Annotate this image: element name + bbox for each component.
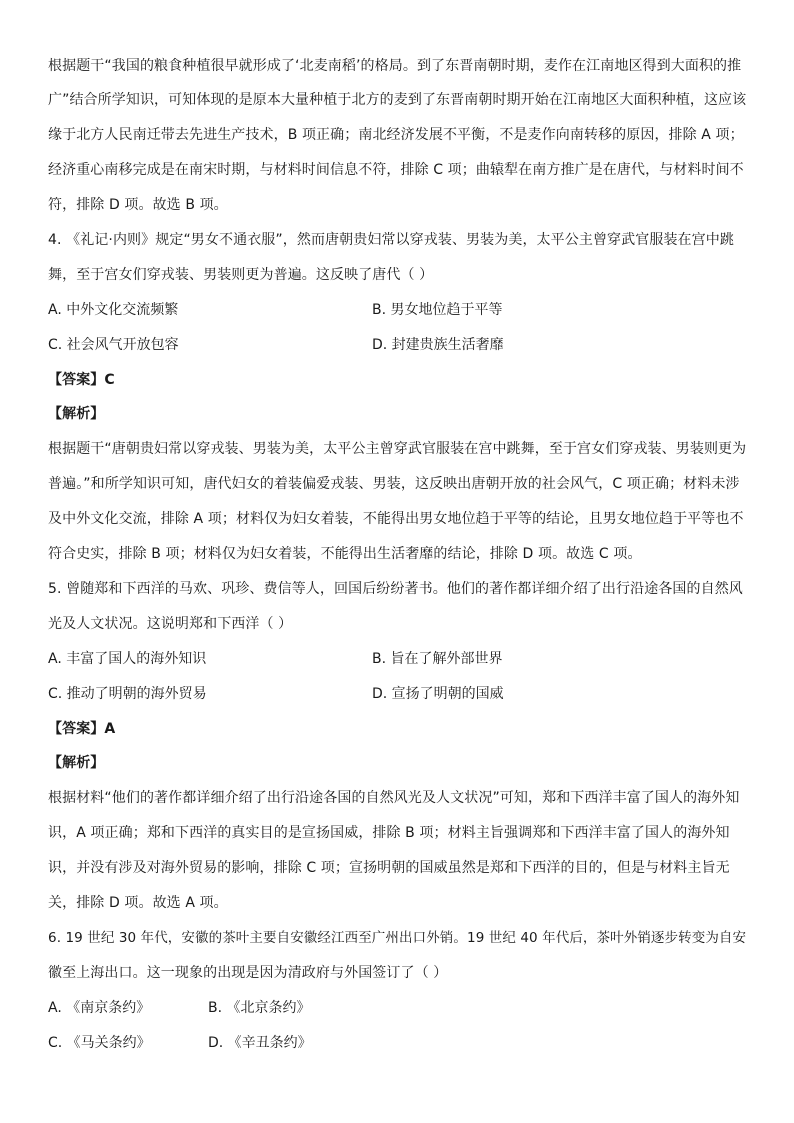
question-5-stem: 光及人文状况。这说明郑和下西洋（ ） bbox=[48, 616, 293, 632]
question-4-analysis-title: 【解析】 bbox=[48, 406, 105, 422]
question-6-stem: 6. 19 世纪 30 年代，安徽的茶叶主要自安徽经江西至广州出口外销。19 世纪 40 年代后，茶叶外销逐步转变为自安 bbox=[48, 930, 747, 946]
question-6-stem: 徽至上海出口。这一现象的出现是因为清政府与外国签订了（ ） bbox=[48, 965, 448, 981]
question-5-analysis-line: 识，A 项正确；郑和下西洋的真实目的是宣扬国威，排除 B 项；材料主旨强调郑和下西洋丰富了国人的海外知 bbox=[48, 825, 730, 841]
analysis-line: 广”结合所学知识，可知体现的是原本大量种植于北方的麦到了东晋南朝时期开始在江南地区大面积种植，这应该 bbox=[48, 92, 747, 108]
question-5-option-a: A. 丰富了国人的海外知识 bbox=[48, 651, 207, 667]
analysis-line: 根据题干“我国的粮食种植很早就形成了‘北麦南稻’的格局。到了东晋南朝时期，麦作在江南地区得到大面积的推 bbox=[48, 58, 742, 74]
question-5-answer: 【答案】A bbox=[48, 721, 116, 737]
question-4-analysis-line: 符合史实，排除 B 项；材料仅为妇女着装，不能得出生活奢靡的结论，排除 D 项。故选 C 项。 bbox=[48, 546, 642, 562]
question-5-analysis-line: 识，并没有涉及对海外贸易的影响，排除 C 项；宣扬明朝的国威虽然是郑和下西洋的目的，但是与材料主旨无 bbox=[48, 860, 730, 876]
question-4-analysis-line: 及中外文化交流，排除 A 项；材料仅为妇女着装，不能得出男女地位趋于平等的结论，且男女地位趋于平等也不 bbox=[48, 511, 744, 527]
question-5-analysis-line: 根据材料“他们的著作都详细介绍了出行沿途各国的自然风光及人文状况”可知，郑和下西洋丰富了国人的海外知 bbox=[48, 790, 740, 806]
question-4-stem: 舞，至于宫女们穿戎装、男装则更为普遍。这反映了唐代（ ） bbox=[48, 267, 434, 283]
question-6-option-d: D. 《辛丑条约》 bbox=[208, 1035, 312, 1051]
question-4-option-c: C. 社会风气开放包容 bbox=[48, 337, 179, 353]
question-4-option-d: D. 封建贵族生活奢靡 bbox=[372, 337, 504, 353]
analysis-line: 缘于北方人民南迁带去先进生产技术，B 项正确；南北经济发展不平衡，不是麦作向南转移的原因，排除 A 项； bbox=[48, 127, 744, 143]
question-6-option-b: B. 《北京条约》 bbox=[208, 1000, 311, 1016]
question-4-analysis-line: 普遍。”和所学知识可知，唐代妇女的着装偏爱戎装、男装，这反映出唐朝开放的社会风气，C 项正确；材料未涉 bbox=[48, 476, 740, 492]
question-4-answer: 【答案】C bbox=[48, 372, 115, 388]
analysis-line: 符，排除 D 项。故选 B 项。 bbox=[48, 197, 228, 213]
question-4-option-b: B. 男女地位趋于平等 bbox=[372, 302, 503, 318]
analysis-line: 经济重心南移完成是在南宋时期，与材料时间信息不符，排除 C 项；曲辕犁在南方推广是在唐代，与材料时间不 bbox=[48, 162, 744, 178]
question-5-stem: 5. 曾随郑和下西洋的马欢、巩珍、费信等人，回国后纷纷著书。他们的著作都详细介绍了出行沿途各国的自然风 bbox=[48, 581, 743, 597]
question-4-analysis-line: 根据题干“唐朝贵妇常以穿戎装、男装为美，太平公主曾穿武官服装在宫中跳舞，至于宫女们穿戎装、男装则更为 bbox=[48, 441, 747, 457]
question-5-option-b: B. 旨在了解外部世界 bbox=[372, 651, 503, 667]
question-6-option-c: C. 《马关条约》 bbox=[48, 1035, 151, 1051]
question-5-analysis-line: 关，排除 D 项。故选 A 项。 bbox=[48, 895, 228, 911]
question-6-option-a: A. 《南京条约》 bbox=[48, 1000, 151, 1016]
question-4-option-a: A. 中外文化交流频繁 bbox=[48, 302, 179, 318]
question-5-option-d: D. 宣扬了明朝的国威 bbox=[372, 686, 504, 702]
question-5-option-c: C. 推动了明朝的海外贸易 bbox=[48, 686, 207, 702]
question-5-analysis-title: 【解析】 bbox=[48, 755, 105, 771]
question-4-stem: 4. 《礼记·内则》规定“男女不通衣服”，然而唐朝贵妇常以穿戎装、男装为美，太平公主曾穿武官服装在宫中跳 bbox=[48, 232, 734, 248]
